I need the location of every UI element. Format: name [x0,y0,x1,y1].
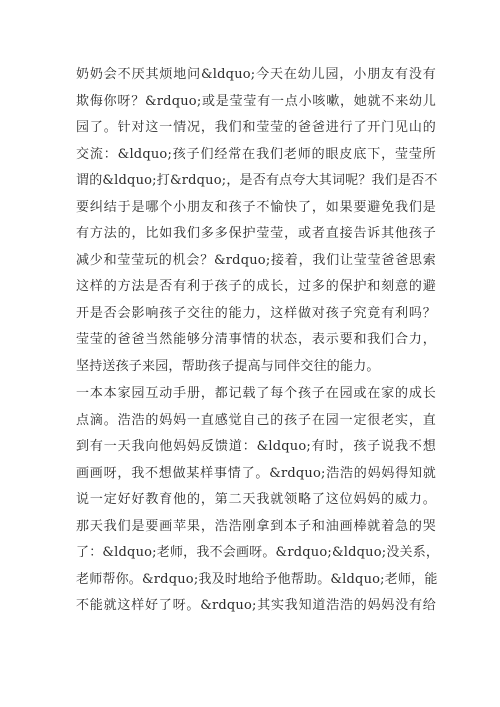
text-line: 有方法的，比如我们多多保护莹莹，或者直接告诉其他孩子 [76,226,436,241]
text-line: 那天我们是要画苹果，浩浩刚拿到本子和油画棒就着急的哭 [76,518,436,534]
text-line: 到有一天我向他妈妈反馈道：&ldquo;有时，孩子说我不想 [76,439,436,454]
text-line: 园了。针对这一情况，我们和莹莹的爸爸进行了开门见山的 [76,120,436,135]
text-line: 老师帮你。&rdquo;我及时地给予他帮助。&ldquo;老师，能 [76,571,438,587]
text-line: 这样的方法是否有利于孩子的成长，过多的保护和刻意的避 [76,279,436,294]
paragraph-1 [76,62,436,380]
text-line: 画画呀，我不想做某样事情了。&rdquo;浩浩的妈妈得知就 [76,465,436,481]
text-line: 奶奶会不厌其烦地问&ldquo;今天在幼儿园，小朋友有没有 [76,67,436,82]
text-line: 交流：&ldquo;孩子们经常在我们老师的眼皮底下，莹莹所 [76,146,436,162]
text-line: 点滴。浩浩的妈妈一直感觉自己的孩子在园一定很老实，直 [76,412,436,428]
text-line: 谓的&ldquo;打&rdquo;，是否有点夸大其词呢？我们是否不 [76,173,438,188]
text-line: 说一定好好教育他的，第二天我就领略了这位妈妈的威力。 [76,492,436,507]
text-line: 莹莹的爸爸当然能够分清事情的状态，表示要和我们合力， [76,332,436,347]
text-line: 一本本家园互动手册，都记载了每个孩子在园或在家的成长 [76,386,436,401]
text-line: 不能就这样好了呀。&rdquo;其实我知道浩浩的妈妈没有给 [76,598,436,613]
text-line: 开是否会影响孩子交往的能力，这样做对孩子究竟有利吗？ [76,305,436,321]
paragraph-2 [76,381,440,620]
text-line: 了：&ldquo;老师，我不会画呀。&rdquo;&ldquo;没关系， [76,545,440,560]
text-line: 坚持送孩子来园，帮助孩子提高与同伴交往的能力。 [76,358,380,374]
text-line: 欺侮你呀？&rdquo;或是莹莹有一点小咳嗽，她就不来幼儿 [76,93,436,109]
text-line: 减少和莹莹玩的机会？&rdquo;接着，我们让莹莹爸爸思索 [76,252,436,268]
text-line: 要纠结于是哪个小朋友和孩子不愉快了，如果要避免我们是 [76,199,436,215]
